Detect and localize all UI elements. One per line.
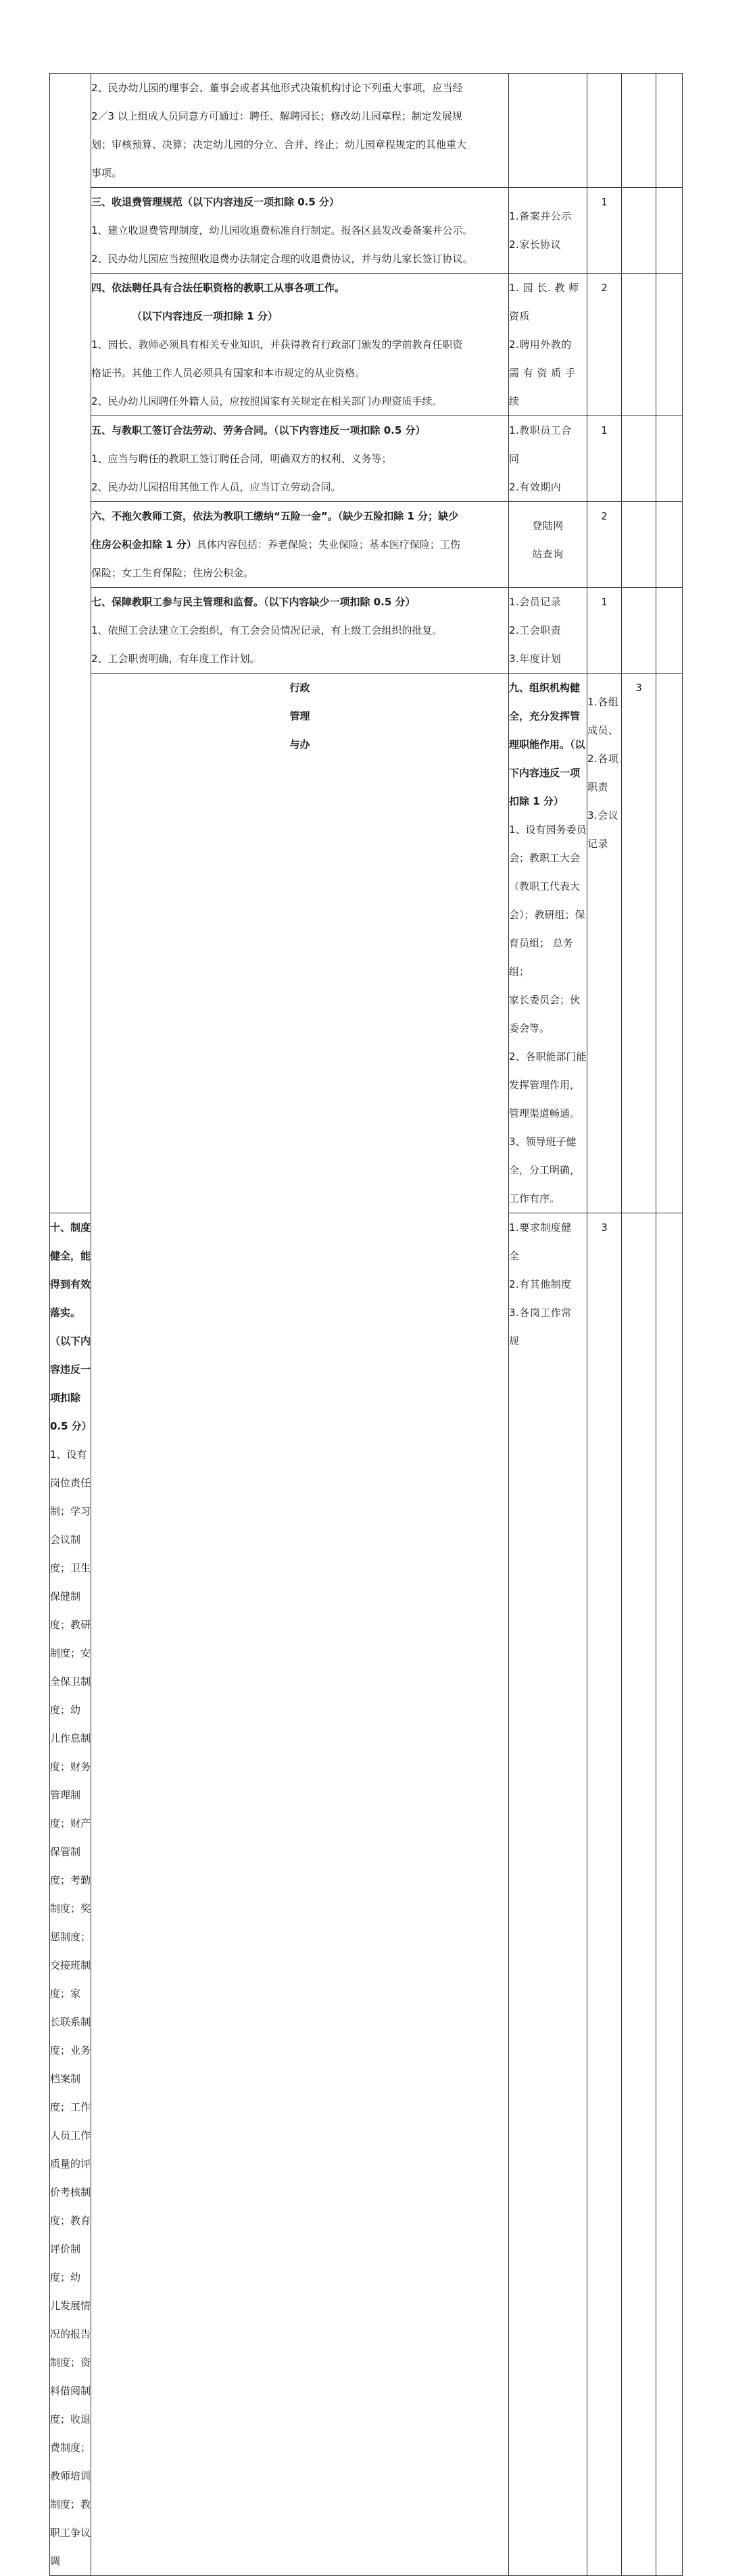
- table-row: [50, 416, 683, 502]
- score-cell: 2: [587, 274, 622, 416]
- item-heading: 九、组织机构健全，充分发挥管理职能作用。（以下内容违反一项扣除 1 分）: [509, 682, 585, 807]
- table-row: [50, 74, 683, 188]
- blank-cell: [656, 274, 683, 416]
- blank-cell: [622, 502, 656, 588]
- item-content: 五、与教职工签订合法劳动、劳务合同。（以下内容违反一项扣除 0.5 分） 1、应当与聘任的教职工签订聘任合同，明确双方的权利、义务等； 2、民办幼儿园招用其他工作人员，应当订立劳动合同。: [91, 416, 509, 502]
- blank-cell: [656, 416, 683, 502]
- evaluation-table: [49, 73, 683, 2576]
- table-row: [50, 588, 683, 674]
- item-heading: 四、依法聘任具有合法任职资格的教职工从事各项工作。: [91, 282, 345, 294]
- blank-cell: [622, 274, 656, 416]
- blank-cell: [656, 1213, 683, 2576]
- blank-cell: [622, 416, 656, 502]
- score-cell: 1: [587, 188, 622, 274]
- item-subheading: （以下内容违反一项扣除 1 分）: [132, 310, 278, 322]
- table-row: [50, 674, 683, 1213]
- blank-cell: [656, 674, 683, 1213]
- item-heading: 七、保障教职工参与民主管理和监督。（以下内容缺少一项扣除 0.5 分）: [91, 596, 416, 608]
- blank-cell: [622, 1213, 656, 2576]
- score-cell: 3: [622, 674, 656, 1213]
- evidence-cell: 1.会员记录 2.工会职责 3.年度计划: [509, 588, 587, 674]
- item-heading: 十、制度健全，能得到有效落实。（以下内容违反一项扣除 0.5 分）: [50, 1221, 92, 1432]
- score-cell: 3: [587, 1213, 622, 2576]
- evidence-cell: 1.教职员工合 同 2.有效期内: [509, 416, 587, 502]
- evidence-cell: 1.要求制度健 全 2.有其他制度 3.各岗工作常 规: [509, 1213, 587, 2576]
- item-content: 六、不拖欠教师工资，依法为教职工缴纳“五险一金”。（缺少五险扣除 1 分；缺少 住房公积金扣除 1 分）具体内容包括：养老保险；失业保险；基本医疗保险；工伤 保险；女工生育保险；住房公积金。: [91, 502, 509, 588]
- table-row: [50, 274, 683, 416]
- table-row: [50, 502, 683, 588]
- evidence-cell: 1.各组成员、 2.各项职责 3.会议记录: [587, 674, 622, 1213]
- blank-cell: [656, 502, 683, 588]
- evidence-cell: 1.备案并公示 2.家长协议: [509, 188, 587, 274]
- blank-cell: [656, 74, 683, 188]
- item-content: 九、组织机构健全，充分发挥管理职能作用。（以下内容违反一项扣除 1 分） 1、设有园务委员会；教职工大会（教职工代表大会）；教研组；保育员组； 总务组； 家长委员会；伙委会等。 2、各职能部门能发挥管理作用，管理渠道畅通。 3、领导班子健全，分工明确，工作有序。: [509, 674, 587, 1213]
- blank-cell: [656, 588, 683, 674]
- item-heading: 三、收退费管理规范（以下内容违反一项扣除 0.5 分）: [91, 196, 340, 208]
- item-content: 四、依法聘任具有合法任职资格的教职工从事各项工作。 （以下内容违反一项扣除 1 分） 1、园长、教师必须具有相关专业知识，并获得教育行政部门颁发的学前教育任职资 格证书。其他工作人员必须具有国家和本市规定的从业资格。 2、民办幼儿园聘任外籍人员，应按照国家有关规定在相关部门办理资质手续。: [91, 274, 509, 416]
- item-content: 2、民办幼儿园的理事会、董事会或者其他形式决策机构讨论下列重大事项，应当经 2／3 以上组成人员同意方可通过：聘任、解聘园长；修改幼儿园章程；制定发展规 划；审核预算、决算；决定幼儿园的分立、合并、终止；幼儿园章程规定的其他重大 事项。: [91, 74, 509, 188]
- blank-cell: [622, 588, 656, 674]
- item-content: 三、收退费管理规范（以下内容违反一项扣除 0.5 分） 1、建立收退费管理制度，幼儿园收退费标准自行制定。报各区县发改委备案并公示。 2、民办幼儿园应当按照收退费办法制定合理的收退费协议，并与幼儿家长签订协议。: [91, 188, 509, 274]
- category-cell-1: [50, 74, 91, 1213]
- blank-cell: [622, 188, 656, 274]
- score-cell: 1: [587, 588, 622, 674]
- item-heading: 五、与教职工签订合法劳动、劳务合同。（以下内容违反一项扣除 0.5 分）: [91, 424, 426, 436]
- blank-cell: [622, 74, 656, 188]
- item-heading: 六、不拖欠教师工资，依法为教职工缴纳“五险一金”。（缺少五险扣除 1 分；缺少: [91, 510, 459, 522]
- item-content: 十、制度健全，能得到有效落实。（以下内容违反一项扣除 0.5 分） 1、设有岗位责任制；学习会议制度；卫生保健制度；教研制度；安全保卫制度；幼 儿作息制度；财务管理制度；财产保管制度；考勤制度；奖惩制度；交接班制度；家 长联系制度；业务档案制度；工作人员工作质量的评价考核制度；教育评价制度；幼 儿发展情况的报告制度；资料借阅制度；收退费制度；教师培训制度；教职工争议调: [50, 1213, 91, 2576]
- category-cell-2: 行政 管理 与办: [91, 674, 509, 2576]
- item-content: 七、保障教职工参与民主管理和监督。（以下内容缺少一项扣除 0.5 分） 1、依照工会法建立工会组织，有工会会员情况记录，有上级工会组织的批复。 2、工会职责明确，有年度工作计划。: [91, 588, 509, 674]
- evidence-cell: 1. 园 长. 教 师 资质 2.聘用外教的 需 有 资 质 手 续: [509, 274, 587, 416]
- score-cell: 2: [587, 502, 622, 588]
- score-cell: 1: [587, 416, 622, 502]
- blank-cell: [656, 188, 683, 274]
- evidence-cell: [509, 74, 587, 188]
- evidence-cell: 登陆网 站查询: [509, 502, 587, 588]
- table-row: [50, 188, 683, 274]
- score-cell: [587, 74, 622, 188]
